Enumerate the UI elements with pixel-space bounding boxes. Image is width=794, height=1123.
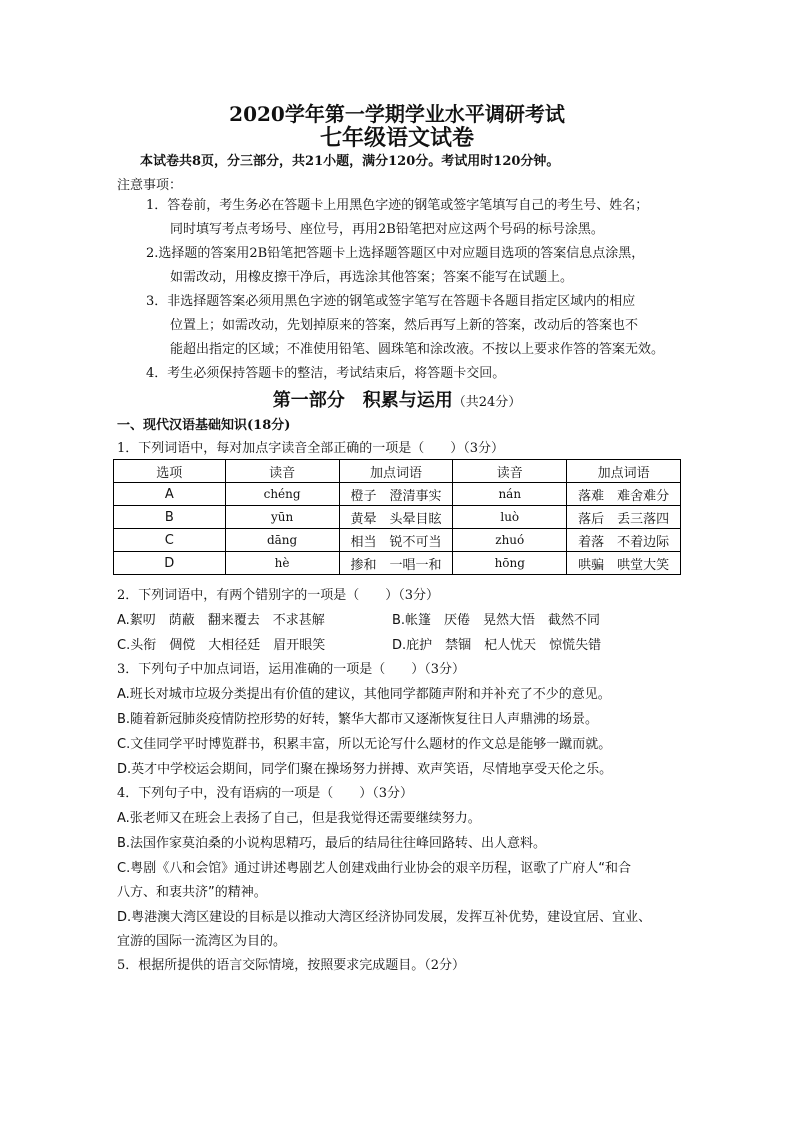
question-3-option: B.随着新冠肺炎疫情防控形势的好转，繁华大都市又逐渐恢复往日人声鼎沸的场景。 bbox=[117, 712, 599, 727]
pronunciation-table bbox=[113, 459, 681, 575]
notice-line: 能超出指定的区域；不准使用铅笔、圆珠笔和涂改液。不按以上要求作答的答案无效。 bbox=[170, 342, 665, 357]
part-heading bbox=[0, 386, 794, 412]
notice-line: 同时填写考点考场号、座位号，再用2B铅笔把对应这两个号码的标号涂黑。 bbox=[170, 222, 604, 237]
table-row bbox=[114, 506, 681, 529]
table-cell: zhuó bbox=[453, 529, 567, 552]
section-heading: 一、现代汉语基础知识(18分) bbox=[117, 418, 291, 433]
question-2-option: D.庇护 禁锢 杞人忧天 惊慌失错 bbox=[392, 638, 602, 653]
table-cell: hōng bbox=[453, 552, 567, 575]
table-cell: 掺和 一唱一和 bbox=[339, 552, 453, 575]
table-header: 加点词语 bbox=[567, 460, 681, 483]
question-4-option: D.粤港澳大湾区建设的目标是以推动大湾区经济协同发展，发挥互补优势，建设宜居、宜业、 bbox=[117, 910, 652, 925]
table-cell: 黄晕 头晕目眩 bbox=[339, 506, 453, 529]
part-title: 第一部分 积累与运用 bbox=[272, 390, 453, 411]
question-2-option: A.絮叨 荫蔽 翻来覆去 不求甚解 bbox=[117, 613, 325, 628]
table-cell: 落难 难舍难分 bbox=[567, 483, 681, 506]
notice-label: 注意事项： bbox=[117, 178, 183, 193]
question-2-stem: 2．下列词语中，有两个错别字的一项是（ ）（3分） bbox=[117, 588, 440, 603]
table-header: 读音 bbox=[453, 460, 567, 483]
table-cell: D bbox=[114, 552, 226, 575]
table-cell: chéng bbox=[225, 483, 339, 506]
table-cell: hè bbox=[225, 552, 339, 575]
question-4-option: B.法国作家莫泊桑的小说构思精巧，最后的结局往往峰回路转、出人意料。 bbox=[117, 836, 547, 851]
notice-line: 1．答卷前，考生务必在答题卡上用黑色字迹的钢笔或签字笔填写自己的考生号、姓名； bbox=[146, 198, 649, 213]
table-header: 加点词语 bbox=[339, 460, 453, 483]
question-4-option: C.粤剧《八和会馆》通过讲述粤剧艺人创建戏曲行业协会的艰辛历程，讴歌了广府人“和合 bbox=[117, 861, 631, 876]
exam-subtitle: 七年级语文试卷 bbox=[319, 125, 474, 151]
question-4-option: A.张老师又在班会上表扬了自己，但是我觉得还需要继续努力。 bbox=[117, 811, 481, 826]
table-header: 选项 bbox=[114, 460, 226, 483]
table-cell: 着落 不着边际 bbox=[567, 529, 681, 552]
question-4-option: 宜游的国际一流湾区为目的。 bbox=[117, 934, 287, 949]
notice-line: 4．考生必须保持答题卡的整洁，考试结束后，将答题卡交回。 bbox=[146, 366, 506, 381]
question-3-stem: 3．下列句子中加点词语，运用准确的一项是（ ）（3分） bbox=[117, 662, 466, 677]
question-4-option: 八方、和衷共济”的精神。 bbox=[117, 885, 267, 900]
exam-intro: 本试卷共8页，分三部分，共21小题，满分120分。考试用时120分钟。 bbox=[140, 154, 560, 169]
notice-item bbox=[146, 194, 676, 242]
question-3-option: A.班长对城市垃圾分类提出有价值的建议，其他同学都随声附和并补充了不少的意见。 bbox=[117, 687, 611, 702]
question-3-option: C.文佳同学平时博览群书，积累丰富，所以无论写什么题材的作文总是能够一蹴而就。 bbox=[117, 737, 612, 752]
question-5-stem: 5．根据所提供的语言交际情境，按照要求完成题目。（2分） bbox=[117, 958, 466, 973]
table-cell: dāng bbox=[225, 529, 339, 552]
question-1-stem: 1．下列词语中，每对加点字读音全部正确的一项是（ ）（3分） bbox=[117, 441, 505, 456]
notice-line: 如需改动，用橡皮擦干净后，再选涂其他答案；答案不能写在试题上。 bbox=[170, 270, 574, 285]
table-cell: 落后 丢三落四 bbox=[567, 506, 681, 529]
table-row bbox=[114, 529, 681, 552]
table-cell: nán bbox=[453, 483, 567, 506]
notice-item bbox=[146, 290, 676, 362]
table-cell: B bbox=[114, 506, 226, 529]
notice-item bbox=[146, 242, 676, 290]
table-cell: C bbox=[114, 529, 226, 552]
notice-line: 位置上；如需改动，先划掉原来的答案，然后再写上新的答案，改动后的答案也不 bbox=[170, 318, 639, 333]
table-row bbox=[114, 483, 681, 506]
exam-title: 2020学年第一学期学业水平调研考试 bbox=[229, 102, 565, 126]
notice-line: 3．非选择题答案必须用黑色字迹的钢笔或签字笔写在答题卡各题目指定区域内的相应 bbox=[146, 294, 636, 309]
question-2-option: B.帐篷 厌倦 晃然大悟 截然不同 bbox=[392, 613, 601, 628]
notice-item bbox=[146, 362, 676, 386]
table-cell: luò bbox=[453, 506, 567, 529]
table-header: 读音 bbox=[225, 460, 339, 483]
table-cell: 橙子 澄清事实 bbox=[339, 483, 453, 506]
question-3-option: D.英才中学校运会期间，同学们聚在操场努力拼搏、欢声笑语，尽情地享受天伦之乐。 bbox=[117, 762, 613, 777]
table-header-row bbox=[114, 460, 681, 483]
notice-line: 2.选择题的答案用2B铅笔把答题卡上选择题答题区中对应题目选项的答案信息点涂黑， bbox=[146, 246, 645, 261]
question-2-option: C.头衔 倜傥 大相径廷 眉开眼笑 bbox=[117, 638, 326, 653]
question-4-stem: 4．下列句子中，没有语病的一项是（ ）（3分） bbox=[117, 786, 414, 801]
table-cell: yūn bbox=[225, 506, 339, 529]
table-cell: 哄骗 哄堂大笑 bbox=[567, 552, 681, 575]
table-cell: A bbox=[114, 483, 226, 506]
table-cell: 相当 锐不可当 bbox=[339, 529, 453, 552]
table-row bbox=[114, 552, 681, 575]
part-score: （共24分） bbox=[452, 395, 522, 410]
